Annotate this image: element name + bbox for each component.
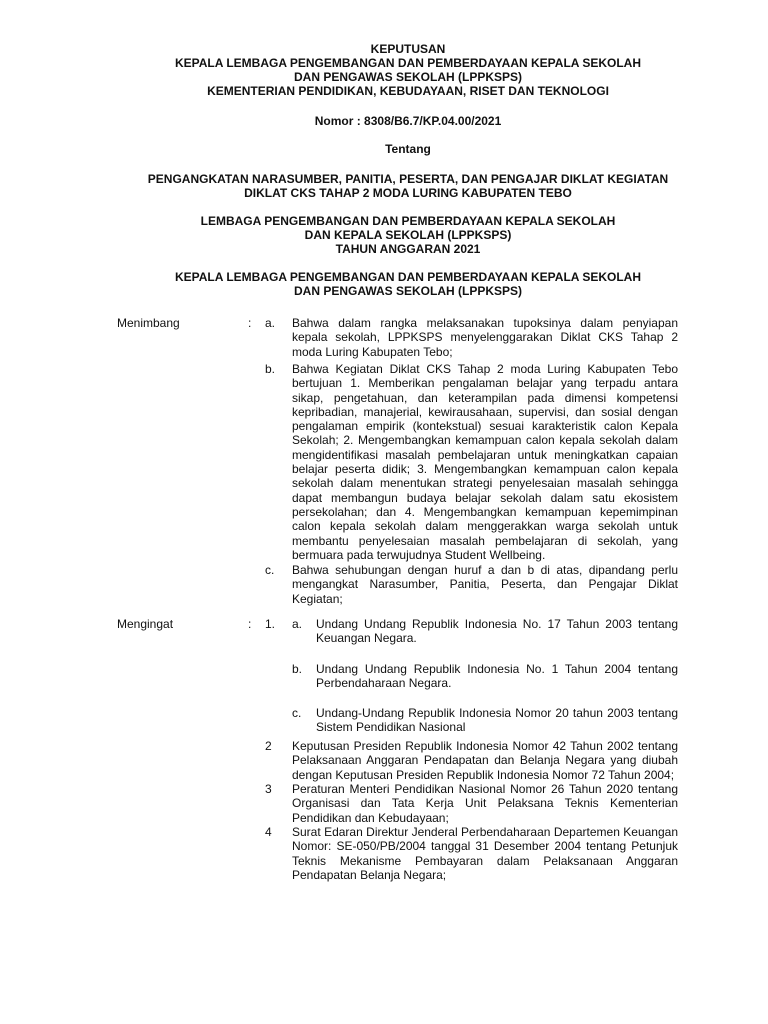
mengingat-label: Mengingat — [117, 617, 174, 631]
mengingat-3-text: Peraturan Menteri Pendidikan Nasional Nomor 26 Tahun 2020 tentang Organisasi dan Tata Kerja Unit Pelaksana Teknis Kementerian Pendidikan dan Kebudayaan; — [292, 782, 678, 825]
mengingat-1a-text: Undang Undang Republik Indonesia No. 17 Tahun 2003 tentang Keuangan Negara. — [316, 617, 678, 646]
tentang-heading: Tentang — [385, 142, 431, 156]
mengingat-1b-marker: b. — [292, 662, 303, 676]
authority-line-2: DAN PENGAWAS SEKOLAH (LPPKSPS) — [293, 284, 523, 298]
mengingat-1-marker: 1. — [265, 617, 276, 631]
mengingat-colon: : — [248, 617, 252, 631]
menimbang-b-text: Bahwa Kegiatan Diklat CKS Tahap 2 moda Luring Kabupaten Tebo bertujuan 1. Memberikan pengalaman belajar yang terpadu antara sikap, pengetahuan, dan keterampilan pada dimensi kompetensi kepribadian, manajerial, kewirausahaan, supervisi, dan sosial dengan pengalaman empirik (kontekstual) sesuai karakteristik calon Kepala Sekolah; 2. Mengembangkan kemampuan calon kepala sekolah dalam mengidentifikasi masalah pembelajaran untuk meningkatkan capaian belajar peserta didik; 3. Mengembangkan kemampuan calon kepala sekolah dalam menentukan strategi penyelesaian masalah sehingga dapat membangun budaya belajar sekolah dalam satu ekosistem persekolahan; dan 4. Mengembangkan kemampuan kepemimpinan calon kepala sekolah dalam menggerakkan warga sekolah untuk membantu penyelesaian masalah pembelajaran di sekolah, yang bermuara pada terwujudnya Student Wellbeing. — [292, 362, 678, 562]
mengingat-2-text: Keputusan Presiden Republik Indonesia Nomor 42 Tahun 2002 tentang Pelaksanaan Anggaran Pendapatan dan Belanja Negara yang diubah dengan Keputusan Presiden Republik Indonesia Nomor 72 Tahun 2004; — [292, 739, 678, 782]
subject-line-2: DIKLAT CKS TAHAP 2 MODA LURING KABUPATEN TEBO — [244, 186, 572, 200]
budget-year: TAHUN ANGGARAN 2021 — [335, 242, 481, 256]
subject-line-1: PENGANGKATAN NARASUMBER, PANITIA, PESERTA, DAN PENGAJAR DIKLAT KEGIATAN — [147, 172, 669, 186]
issuer-line-2: DAN PENGAWAS SEKOLAH (LPPKSPS) — [293, 70, 523, 84]
mengingat-3-marker: 3 — [265, 782, 272, 796]
institution-line-1: LEMBAGA PENGEMBANGAN DAN PEMBERDAYAAN KEPALA SEKOLAH — [200, 214, 616, 228]
mengingat-4-text: Surat Edaran Direktur Jenderal Perbendaharaan Departemen Keuangan Nomor: SE-050/PB/2004 tanggal 31 Desember 2004 tentang Petunjuk Teknis Mekanisme Pembayaran dalam Pelaksanaan Anggaran Pendapatan Belanja Negara; — [292, 825, 678, 882]
menimbang-c-text: Bahwa sehubungan dengan huruf a dan b di atas, dipandang perlu mengangkat Narasumber, Panitia, Peserta, dan Pengajar Diklat Kegiatan; — [292, 563, 678, 606]
mengingat-1c-marker: c. — [292, 706, 302, 720]
authority-line-1: KEPALA LEMBAGA PENGEMBANGAN DAN PEMBERDAYAAN KEPALA SEKOLAH — [174, 270, 642, 284]
decree-number: Nomor : 8308/B6.7/KP.04.00/2021 — [314, 114, 502, 128]
doc-type-title: KEPUTUSAN — [370, 42, 446, 56]
institution-line-2: DAN KEPALA SEKOLAH (LPPKSPS) — [304, 228, 512, 242]
mengingat-2-marker: 2 — [265, 739, 272, 753]
menimbang-c-marker: c. — [265, 563, 275, 577]
menimbang-b-marker: b. — [265, 362, 276, 376]
menimbang-colon: : — [248, 316, 252, 330]
issuer-line-1: KEPALA LEMBAGA PENGEMBANGAN DAN PEMBERDAYAAN KEPALA SEKOLAH — [174, 56, 642, 70]
mengingat-1b-text: Undang Undang Republik Indonesia No. 1 Tahun 2004 tentang Perbendaharaan Negara. — [316, 662, 678, 691]
menimbang-a-marker: a. — [265, 316, 276, 330]
mengingat-4-marker: 4 — [265, 825, 272, 839]
mengingat-1c-text: Undang-Undang Republik Indonesia Nomor 20 tahun 2003 tentang Sistem Pendidikan Nasional — [316, 706, 678, 735]
menimbang-a-text: Bahwa dalam rangka melaksanakan tupoksinya dalam penyiapan kepala sekolah, LPPKSPS menyelenggarakan Diklat CKS Tahap 2 moda Luring Kabupaten Tebo; — [292, 316, 678, 359]
mengingat-1a-marker: a. — [292, 617, 303, 631]
ministry-line: KEMENTERIAN PENDIDIKAN, KEBUDAYAAN, RISET DAN TEKNOLOGI — [207, 84, 609, 98]
menimbang-label: Menimbang — [117, 316, 180, 330]
